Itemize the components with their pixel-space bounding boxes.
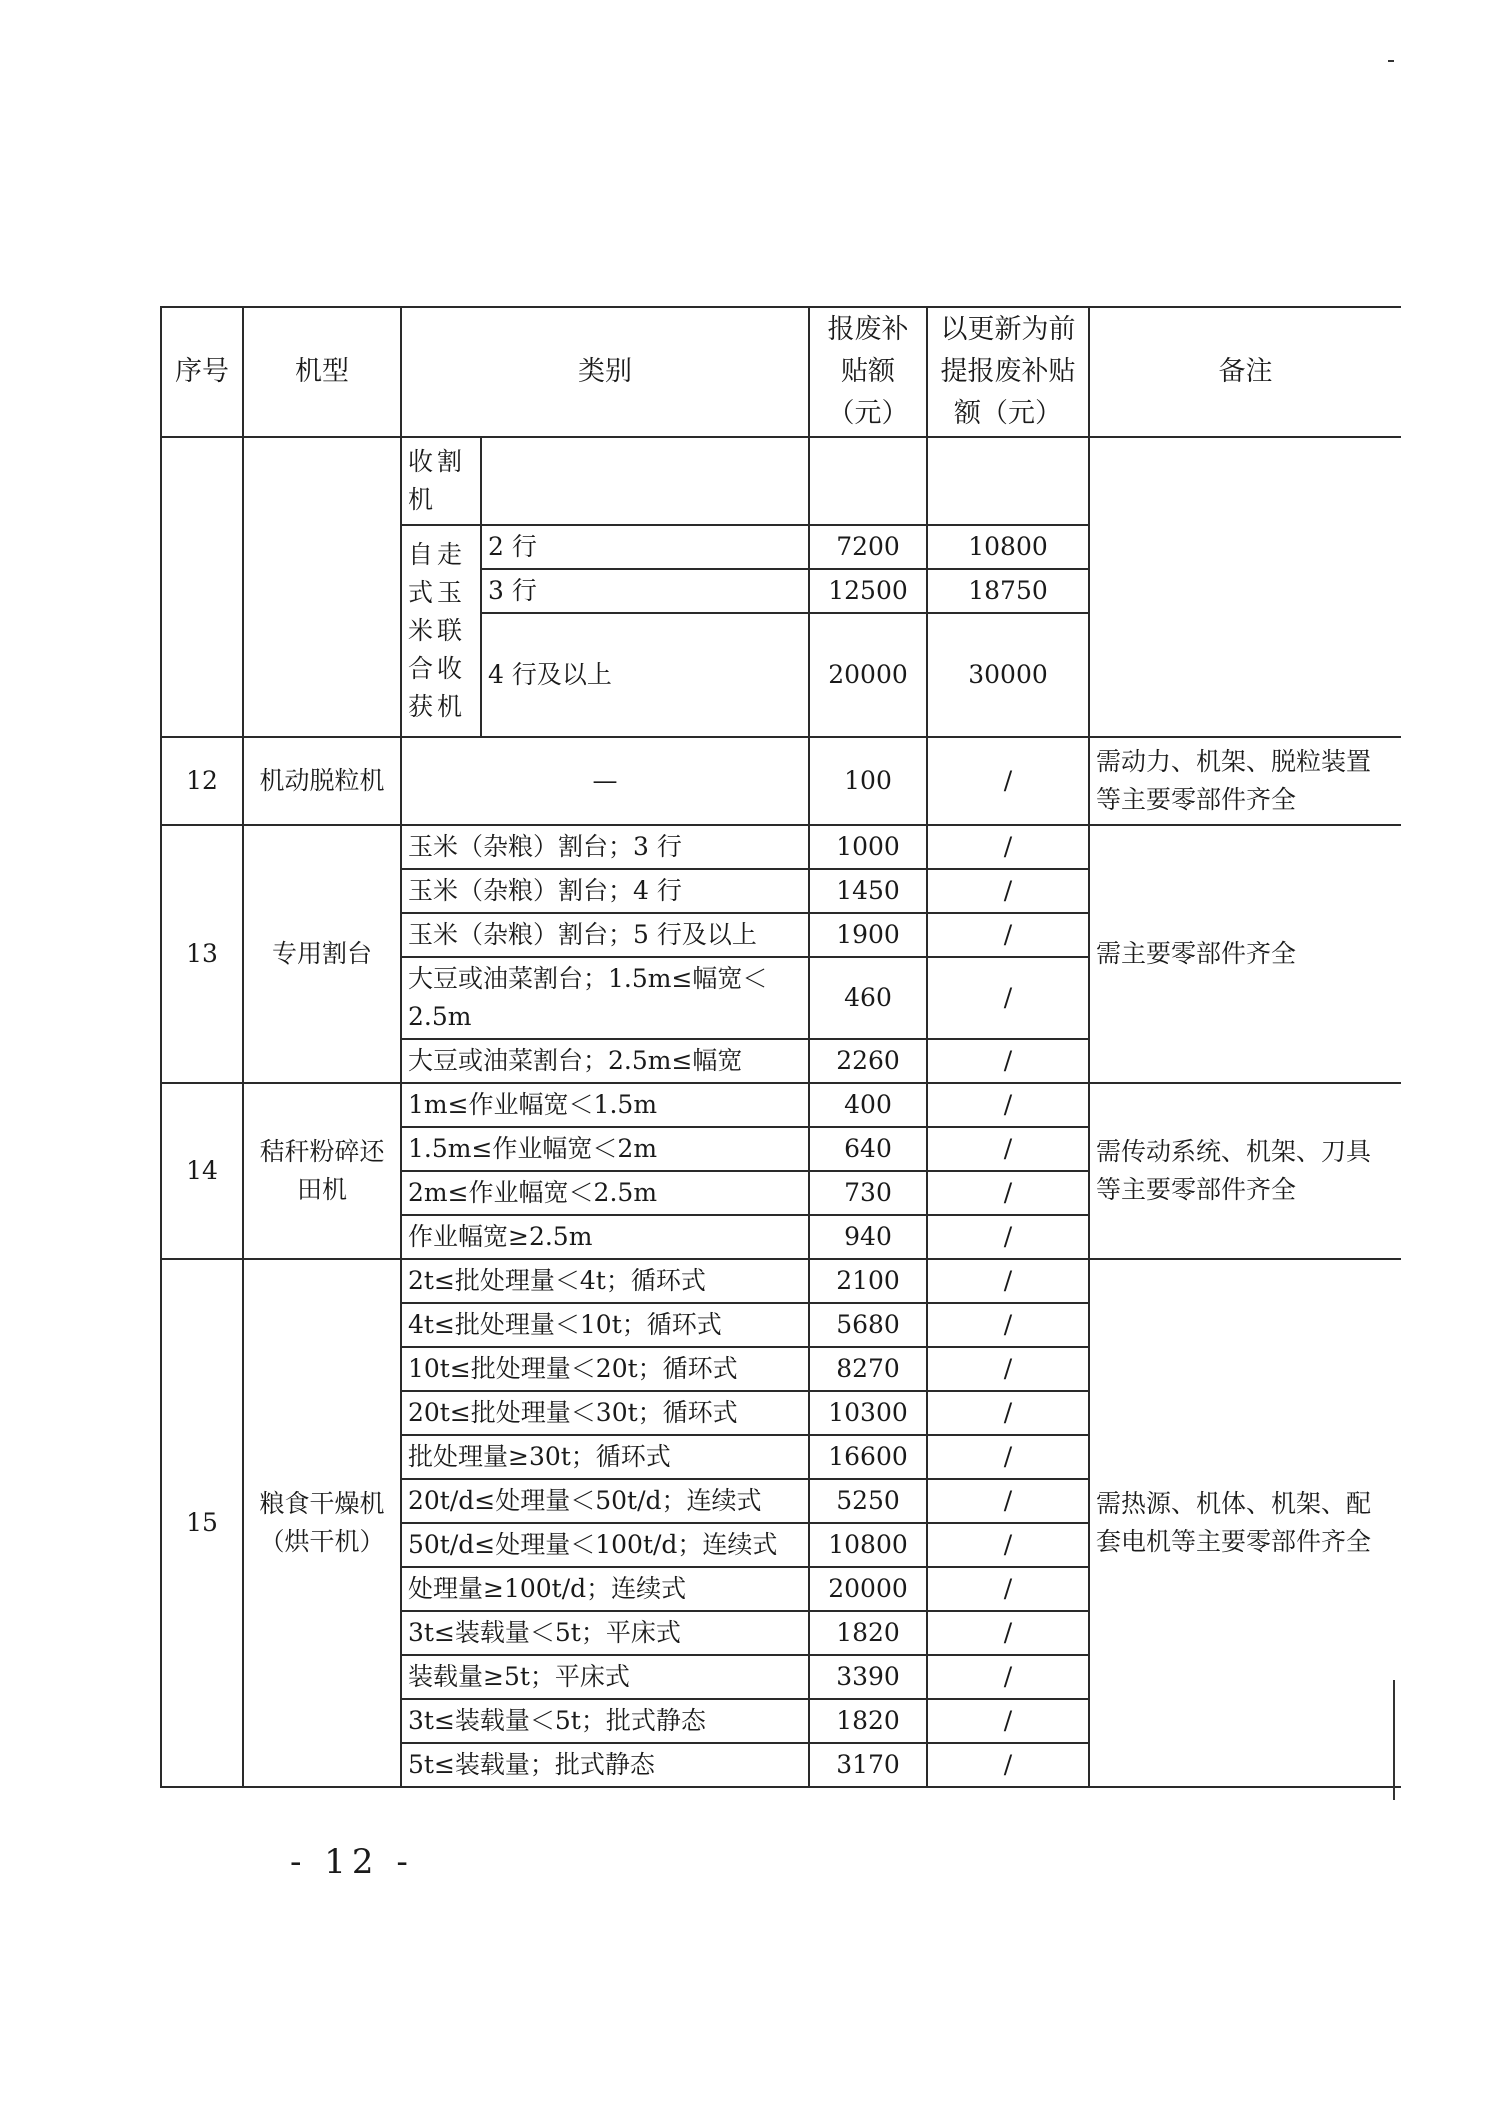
model-cell: 秸秆粉碎还田机 bbox=[243, 1083, 401, 1259]
subsidy-cell: 1450 bbox=[809, 869, 927, 913]
early-subsidy-cell: / bbox=[927, 1611, 1089, 1655]
early-subsidy-cell: 18750 bbox=[927, 569, 1089, 613]
subsidy-cell: 7200 bbox=[809, 525, 927, 569]
remark-cell: 需热源、机体、机架、配套电机等主要零部件齐全 bbox=[1089, 1259, 1401, 1787]
category-cell: 2m≤作业幅宽＜2.5m bbox=[401, 1171, 809, 1215]
seq-cell: 14 bbox=[161, 1083, 243, 1259]
early-subsidy-cell: / bbox=[927, 737, 1089, 825]
early-subsidy-cell: / bbox=[927, 1083, 1089, 1127]
subsidy-cell: 3390 bbox=[809, 1655, 927, 1699]
early-subsidy-cell: / bbox=[927, 1655, 1089, 1699]
header-remark: 备注 bbox=[1089, 307, 1401, 437]
early-subsidy-cell: / bbox=[927, 1259, 1089, 1303]
category-cell: 2 行 bbox=[481, 525, 809, 569]
category-cell: 20t/d≤处理量＜50t/d；连续式 bbox=[401, 1479, 809, 1523]
subsidy-cell: 1000 bbox=[809, 825, 927, 869]
remark-cell: 需传动系统、机架、刀具等主要零部件齐全 bbox=[1089, 1083, 1401, 1259]
subsidy-cell: 5250 bbox=[809, 1479, 927, 1523]
subsidy-cell: 20000 bbox=[809, 1567, 927, 1611]
harvester-label: 收割机 bbox=[401, 437, 481, 525]
category-cell: 玉米（杂粮）割台；3 行 bbox=[401, 825, 809, 869]
early-subsidy-cell: / bbox=[927, 1699, 1089, 1743]
subsidy-cell: 10800 bbox=[809, 1523, 927, 1567]
early-subsidy-cell bbox=[927, 437, 1089, 525]
category-cell: 10t≤批处理量＜20t；循环式 bbox=[401, 1347, 809, 1391]
scan-mark bbox=[1388, 60, 1394, 62]
subsidy-cell: 20000 bbox=[809, 613, 927, 737]
subsidy-cell: 1900 bbox=[809, 913, 927, 957]
early-subsidy-cell: / bbox=[927, 1479, 1089, 1523]
category-cell: — bbox=[401, 737, 809, 825]
early-subsidy-cell: / bbox=[927, 1303, 1089, 1347]
table-row bbox=[161, 737, 1401, 825]
subsidy-cell: 460 bbox=[809, 957, 927, 1039]
early-subsidy-cell: / bbox=[927, 869, 1089, 913]
subsidy-cell: 8270 bbox=[809, 1347, 927, 1391]
category-cell: 作业幅宽≥2.5m bbox=[401, 1215, 809, 1259]
early-subsidy-cell: / bbox=[927, 1391, 1089, 1435]
subsidy-cell: 2100 bbox=[809, 1259, 927, 1303]
subsidy-cell: 640 bbox=[809, 1127, 927, 1171]
early-subsidy-cell: / bbox=[927, 1171, 1089, 1215]
seq-cell: 15 bbox=[161, 1259, 243, 1787]
seq-cell: 13 bbox=[161, 825, 243, 1083]
scan-edge-line bbox=[1393, 1680, 1395, 1800]
early-subsidy-cell: / bbox=[927, 1127, 1089, 1171]
subsidy-cell: 16600 bbox=[809, 1435, 927, 1479]
category-cell: 3 行 bbox=[481, 569, 809, 613]
model-cell: 粮食干燥机（烘干机） bbox=[243, 1259, 401, 1787]
early-subsidy-cell: / bbox=[927, 1039, 1089, 1083]
subsidy-cell: 3170 bbox=[809, 1743, 927, 1787]
category-cell: 20t≤批处理量＜30t；循环式 bbox=[401, 1391, 809, 1435]
category-cell bbox=[481, 437, 809, 525]
category-cell: 3t≤装载量＜5t；平床式 bbox=[401, 1611, 809, 1655]
early-subsidy-cell: / bbox=[927, 1435, 1089, 1479]
remark-cell: 需主要零部件齐全 bbox=[1089, 825, 1401, 1083]
seq-cell: 12 bbox=[161, 737, 243, 825]
subsidy-cell: 940 bbox=[809, 1215, 927, 1259]
category-cell: 装载量≥5t；平床式 bbox=[401, 1655, 809, 1699]
table-header-row bbox=[161, 307, 1401, 437]
table-row bbox=[161, 437, 1401, 525]
model-cell: 机动脱粒机 bbox=[243, 737, 401, 825]
category-cell: 批处理量≥30t；循环式 bbox=[401, 1435, 809, 1479]
subsidy-cell: 1820 bbox=[809, 1699, 927, 1743]
early-subsidy-cell: 30000 bbox=[927, 613, 1089, 737]
early-subsidy-cell: / bbox=[927, 1743, 1089, 1787]
early-subsidy-cell: / bbox=[927, 1215, 1089, 1259]
remark-cell bbox=[1089, 437, 1401, 737]
remark-cell: 需动力、机架、脱粒装置等主要零部件齐全 bbox=[1089, 737, 1401, 825]
early-subsidy-cell: / bbox=[927, 825, 1089, 869]
early-subsidy-cell: / bbox=[927, 913, 1089, 957]
subsidy-cell: 5680 bbox=[809, 1303, 927, 1347]
early-subsidy-cell: / bbox=[927, 1567, 1089, 1611]
seq-cell bbox=[161, 437, 243, 737]
table-row bbox=[161, 825, 1401, 869]
category-cell: 2t≤批处理量＜4t；循环式 bbox=[401, 1259, 809, 1303]
category-cell: 玉米（杂粮）割台；4 行 bbox=[401, 869, 809, 913]
subsidy-cell: 730 bbox=[809, 1171, 927, 1215]
early-subsidy-cell: / bbox=[927, 1523, 1089, 1567]
subsidy-cell: 400 bbox=[809, 1083, 927, 1127]
subsidy-cell: 2260 bbox=[809, 1039, 927, 1083]
subsidy-cell: 1820 bbox=[809, 1611, 927, 1655]
category-cell: 玉米（杂粮）割台；5 行及以上 bbox=[401, 913, 809, 957]
category-cell: 4 行及以上 bbox=[481, 613, 809, 737]
category-cell: 3t≤装载量＜5t；批式静态 bbox=[401, 1699, 809, 1743]
header-model: 机型 bbox=[243, 307, 401, 437]
model-cell bbox=[243, 437, 401, 737]
subsidy-cell: 100 bbox=[809, 737, 927, 825]
model-cell: 专用割台 bbox=[243, 825, 401, 1083]
category-cell: 大豆或油菜割台；1.5m≤幅宽＜2.5m bbox=[401, 957, 809, 1039]
early-subsidy-cell: 10800 bbox=[927, 525, 1089, 569]
subsidy-cell: 12500 bbox=[809, 569, 927, 613]
table-row bbox=[161, 1259, 1401, 1303]
header-early-subsidy: 以更新为前提报废补贴额（元） bbox=[927, 307, 1089, 437]
subsidy-table bbox=[160, 306, 1401, 1788]
category-cell: 大豆或油菜割台；2.5m≤幅宽 bbox=[401, 1039, 809, 1083]
early-subsidy-cell: / bbox=[927, 1347, 1089, 1391]
early-subsidy-cell: / bbox=[927, 957, 1089, 1039]
category-cell: 4t≤批处理量＜10t；循环式 bbox=[401, 1303, 809, 1347]
subsidy-cell bbox=[809, 437, 927, 525]
page-number: - 12 - bbox=[290, 1842, 414, 1882]
category-cell: 1.5m≤作业幅宽＜2m bbox=[401, 1127, 809, 1171]
header-category: 类别 bbox=[401, 307, 809, 437]
category-cell: 50t/d≤处理量＜100t/d；连续式 bbox=[401, 1523, 809, 1567]
subsidy-cell: 10300 bbox=[809, 1391, 927, 1435]
category-cell: 处理量≥100t/d；连续式 bbox=[401, 1567, 809, 1611]
category-cell: 5t≤装载量；批式静态 bbox=[401, 1743, 809, 1787]
table-row bbox=[161, 1083, 1401, 1127]
category-cell: 1m≤作业幅宽＜1.5m bbox=[401, 1083, 809, 1127]
header-seq: 序号 bbox=[161, 307, 243, 437]
corn-harvester-label: 自走式玉米联合收获机 bbox=[401, 525, 481, 737]
header-subsidy: 报废补贴额（元） bbox=[809, 307, 927, 437]
